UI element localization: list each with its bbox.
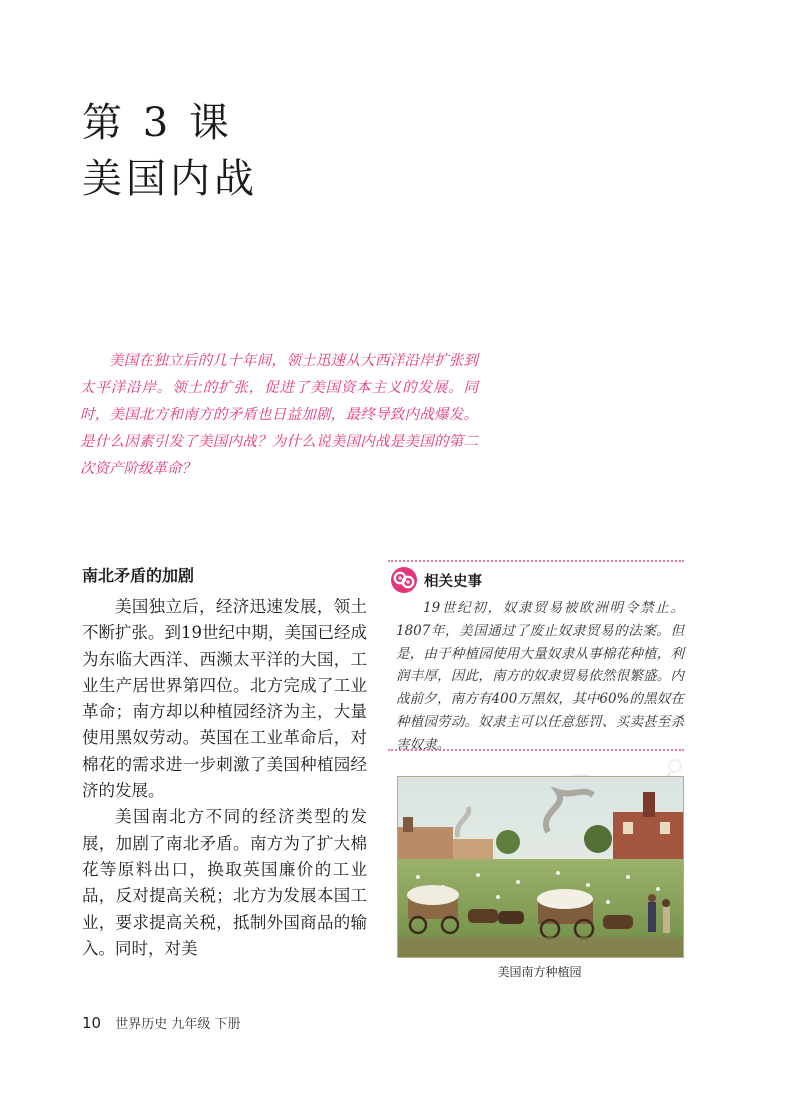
body-paragraph: 美国南北方不同的经济类型的发展，加剧了南北矛盾。南方为了扩大棉花等原料出口，换取英国廉价的工业品，反对提高关税；北方为发展本国工业，要求提高关税，抵制外国商品的输入。同时，对美	[82, 807, 367, 958]
sidebar-title: 相关史事	[424, 573, 482, 590]
lesson-number: 第 3 课	[82, 100, 233, 146]
intro-paragraph: 美国在独立后的几十年间，领土迅速从大西洋沿岸扩张到太平洋沿岸。领土的扩张，促进了美国资本主义的发展。同时，美国北方和南方的矛盾也日益加剧，最终导致内战爆发。是什么因素引发了美国内战？为什么说美国内战是美国的第二次资产阶级革命？	[80, 353, 478, 477]
sidebar-header	[390, 566, 482, 594]
figure-caption: 美国南方种植园	[497, 965, 582, 979]
sidebar-text: 19世纪初，奴隶贸易被欧洲明令禁止。1807年，美国通过了废止奴隶贸易的法案。但是，由于种植园使用大量奴隶从事棉花种植，利润丰厚，因此，南方的奴隶贸易依然很繁盛。内战前夕，南方有400万黑奴，其中60%的黑奴在种植园劳动。奴隶主可以任意惩罚、买卖甚至杀害奴隶。	[396, 600, 684, 753]
body-paragraph: 美国独立后，经济迅速发展，领土不断扩张。到19世纪中期，美国已经成为东临大西洋、西濒太平洋的大国，工业生产居世界第四位。北方完成了工业革命；南方却以种植园经济为主，大量使用黑奴劳动。英国在工业革命后，对棉花的需求进一步刺激了美国种植园经济的发展。	[82, 597, 367, 801]
section-body	[82, 594, 367, 962]
plantation-painting	[397, 776, 684, 958]
section-heading: 南北矛盾的加剧	[82, 566, 195, 585]
sidebar-bottom-divider	[388, 749, 684, 751]
page-footer	[82, 1013, 241, 1032]
lesson-title: 美国内战	[82, 156, 258, 202]
book-title: 世界历史 九年级 下册	[115, 1017, 241, 1032]
sidebar-top-divider	[388, 560, 684, 562]
page-number: 10	[82, 1014, 102, 1032]
related-history-icon	[390, 566, 418, 594]
